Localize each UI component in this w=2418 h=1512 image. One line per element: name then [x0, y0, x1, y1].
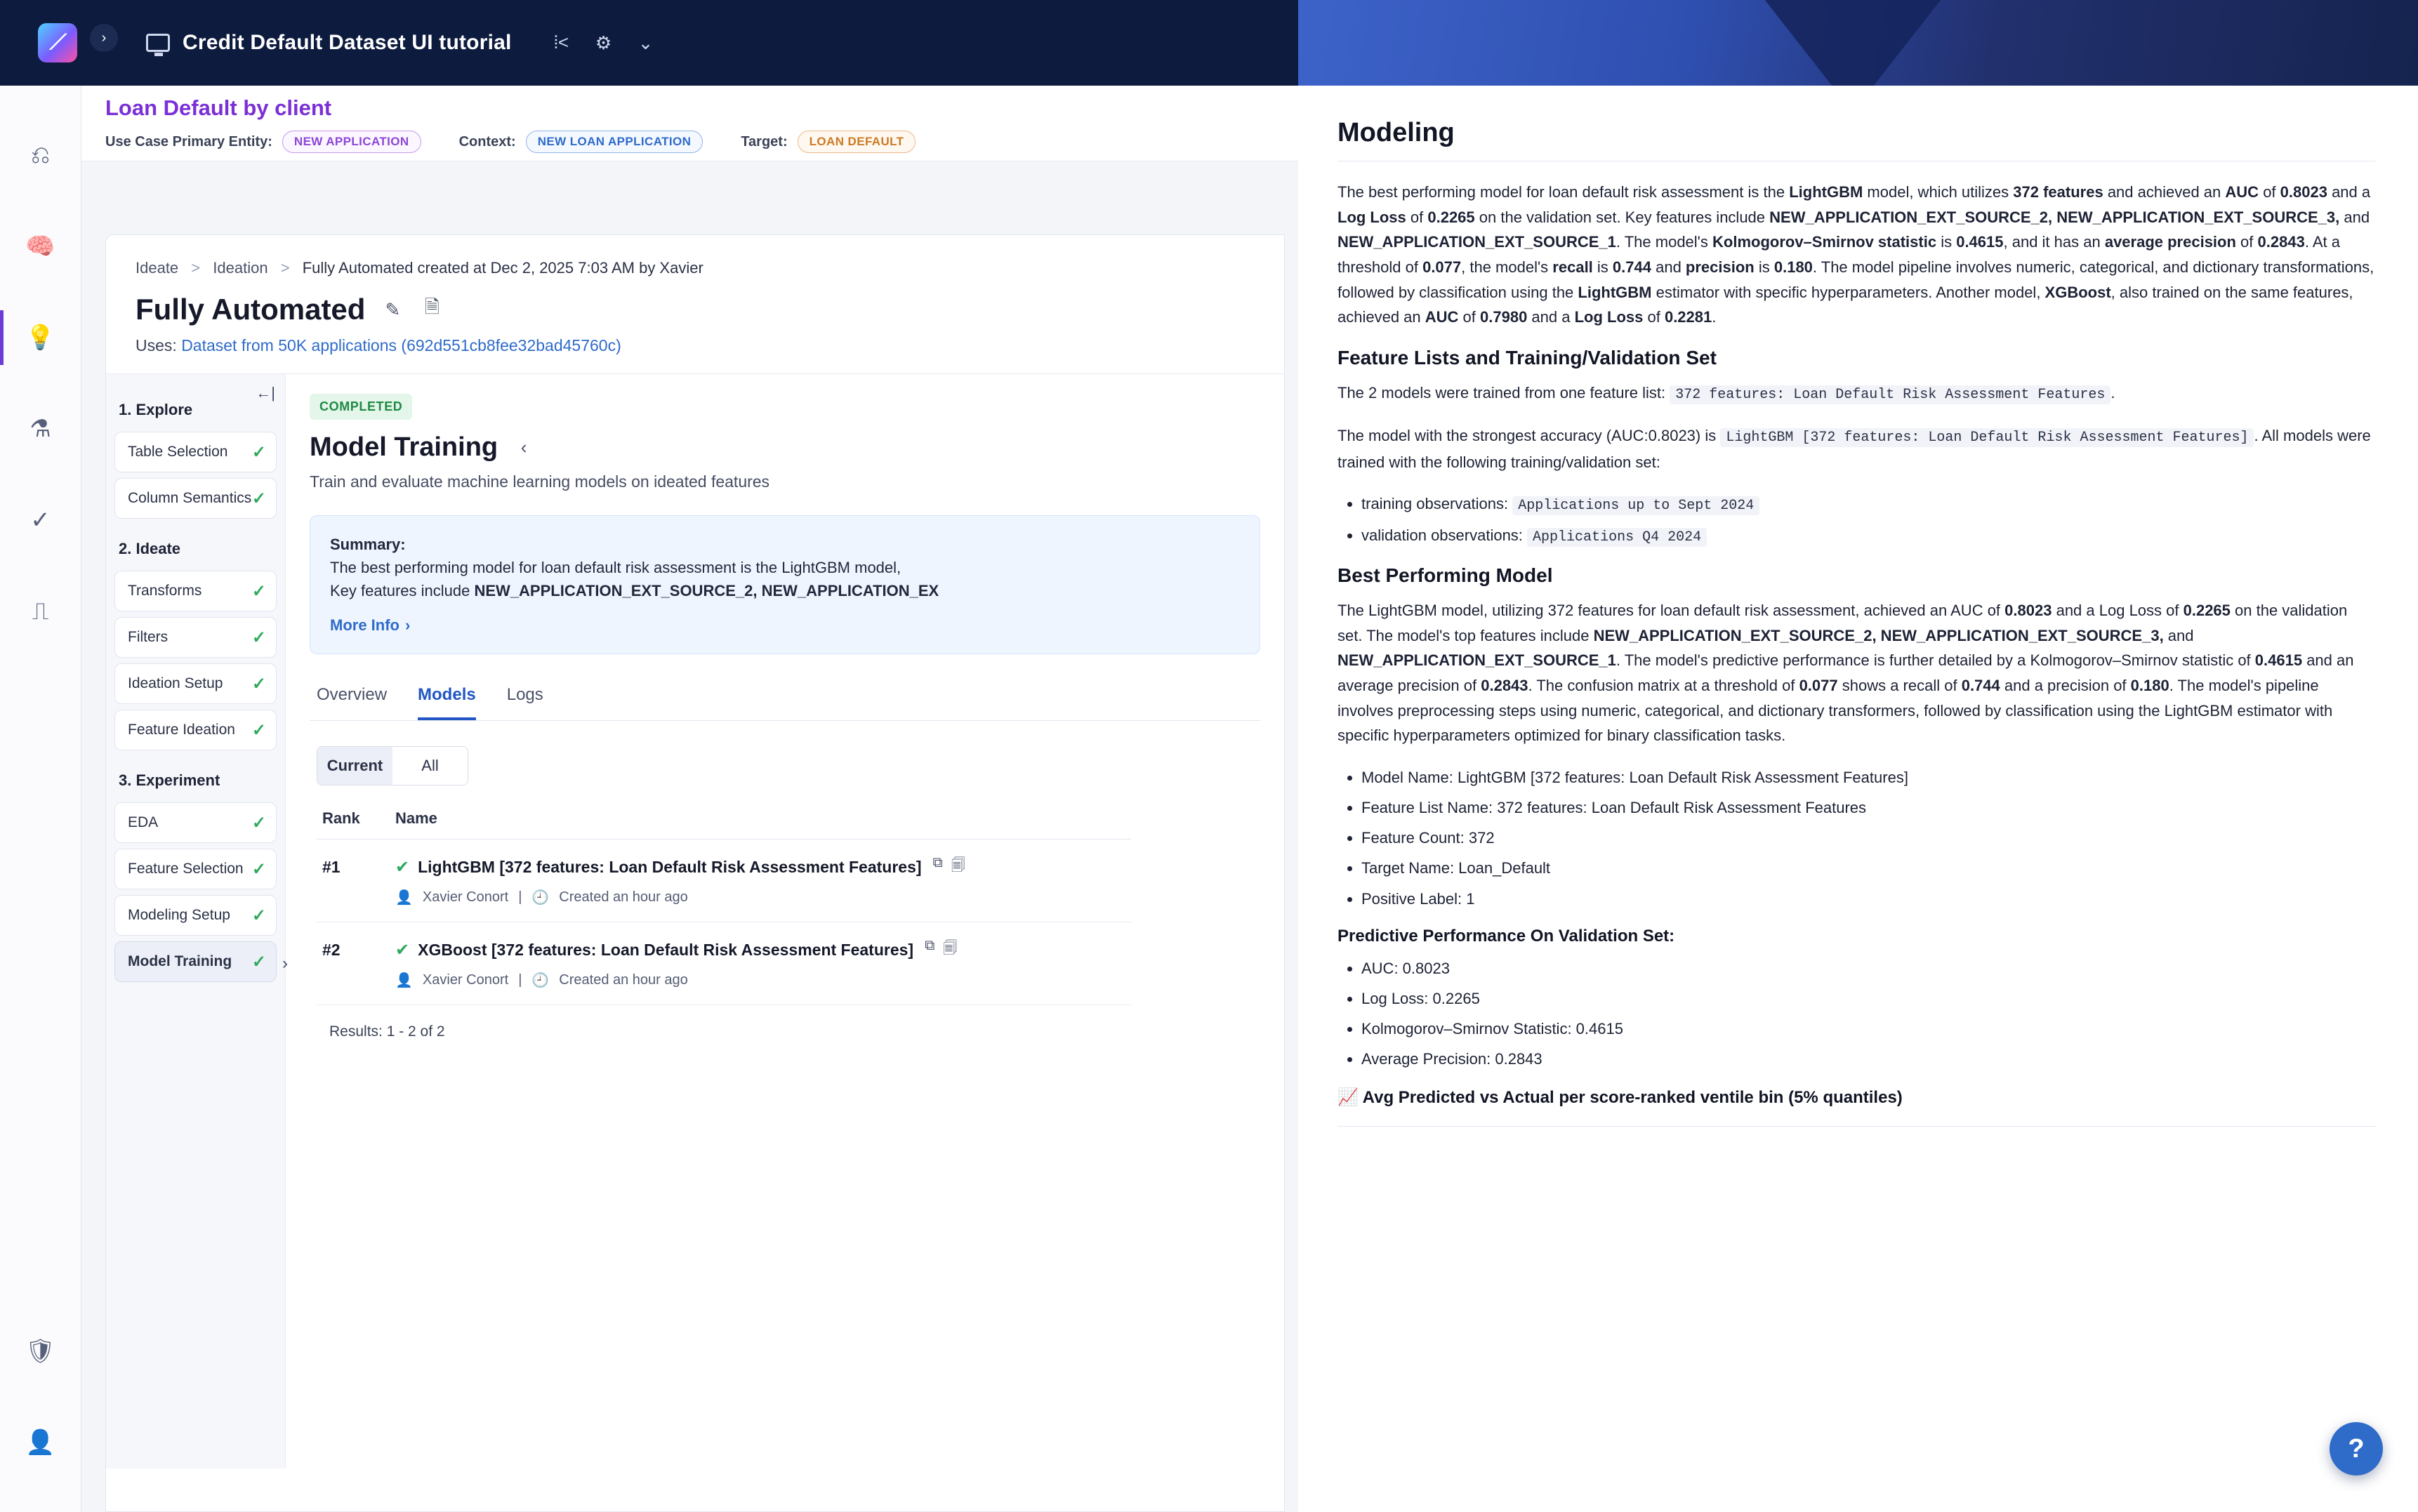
sidebar-expand-button[interactable]: › [88, 22, 119, 53]
stage-item-label: Table Selection [128, 444, 228, 460]
summary-line-2 [330, 579, 1240, 602]
column-header-rank: Rank [322, 809, 360, 827]
t: NEW_APPLICATION_EXT_SOURCE_1 [1337, 233, 1616, 251]
tab-logs[interactable]: Logs [506, 685, 543, 704]
rail-item-security-icon[interactable]: 🛡 [25, 1338, 56, 1365]
t: . All models were trained with the following training/validation set: [1337, 427, 2371, 471]
copy-config-icon[interactable]: 🗎 [425, 296, 440, 317]
check-icon: ✓ [251, 581, 266, 601]
check-icon: ✓ [251, 720, 266, 740]
t: of [1458, 308, 1481, 326]
t: of [2259, 183, 2280, 201]
chevron-right-icon[interactable]: › [282, 954, 288, 973]
tab-overview[interactable]: Overview [317, 685, 388, 704]
t: The model with the strongest accuracy (AUC:0.8023) is [1337, 427, 1721, 445]
segment-all[interactable]: All [392, 747, 468, 785]
stage-group-label-explore: 1. Explore [119, 401, 193, 418]
stage-item-label: Filters [128, 629, 169, 645]
check-icon: ✓ [251, 906, 266, 925]
t: AUC [1425, 308, 1459, 326]
t: and a [2327, 183, 2371, 201]
stage-item-label: Model Training [128, 953, 232, 969]
stage-detail [286, 374, 1284, 1468]
check-icon: ✓ [251, 674, 266, 694]
best-model-code: LightGBM [372 features: Loan Default Risk Assessment Features] [1720, 428, 2254, 447]
doc-title: Modeling [1337, 118, 1455, 147]
model-author: Xavier Conort [422, 889, 509, 905]
t: . The confusion matrix at a threshold of [1528, 677, 1799, 695]
row-action-icons [933, 855, 965, 879]
uses-label: Uses: [136, 336, 177, 354]
success-icon: ✔ [395, 857, 410, 877]
doc-intro-paragraph [1337, 180, 2376, 330]
page-meta-row [105, 131, 1298, 153]
list-item: • Kolmogorov–Smirnov Statistic: 0.4615 [1361, 1016, 2376, 1041]
t: LightGBM [1789, 183, 1863, 201]
top-bar-decoration [1298, 0, 2418, 86]
t: . [2110, 383, 2115, 402]
model-name-link[interactable]: XGBoost [372 features: Loan Default Risk Assessment Features] [418, 940, 914, 959]
stage-tabs [310, 685, 1260, 721]
check-icon: ✓ [251, 952, 266, 971]
t: recall [1552, 258, 1593, 276]
t: and an average precision of [1337, 651, 2354, 695]
t: 0.8023 [2004, 602, 2052, 620]
t: AUC [2225, 183, 2259, 201]
t: validation observations: [1361, 526, 1523, 545]
t: is [1936, 233, 1957, 251]
model-created: Created an hour ago [559, 889, 688, 905]
t: on the validation set. Key features include [1474, 208, 1770, 226]
dataset-link[interactable]: Dataset from 50K applications (692d551cb8fee32bad45760c) [181, 336, 621, 354]
list-item: • Log Loss: 0.2265 [1361, 986, 2376, 1011]
t: 0.8023 [2280, 183, 2327, 201]
t: . The model's [1616, 233, 1712, 251]
left-nav-rail [0, 86, 81, 1512]
help-button[interactable]: ? [2330, 1422, 2383, 1475]
doc-section-best-model-heading: Best Performing Model [1337, 564, 1553, 587]
models-table [317, 809, 1131, 1059]
t: XGBoost [2044, 283, 2111, 301]
t: , and it has an [2003, 233, 2105, 251]
list-item: • AUC: 0.8023 [1361, 956, 2376, 981]
chevron-left-icon[interactable]: ‹ [520, 437, 527, 458]
breadcrumb-item-ideate[interactable]: Ideate [136, 259, 179, 277]
rail-item-connect-icon[interactable]: ⎌ [30, 141, 51, 168]
stage-group-label-ideate: 2. Ideate [119, 540, 181, 557]
check-icon: ✓ [251, 489, 266, 508]
stage-item-eda[interactable] [114, 802, 277, 843]
t: Log Loss [1337, 208, 1406, 226]
list-item: • Feature Count: 372 [1361, 825, 2376, 850]
page-title: Loan Default by client [105, 95, 332, 120]
list-item: • Target Name: Loan_Default [1361, 856, 2376, 880]
t: The 2 models were trained from one feature list: [1337, 383, 1670, 402]
t: 372 features [2013, 183, 2103, 201]
stage-item-feature-selection[interactable] [114, 849, 277, 889]
gear-icon[interactable]: ⚙ [595, 32, 612, 53]
chart-caption-text: Avg Predicted vs Actual per score-ranked ventile bin (5% quantiles) [1362, 1087, 1903, 1107]
table-row-main [322, 938, 1125, 962]
topbar-icon-group [550, 31, 658, 55]
t: LightGBM [1578, 283, 1652, 301]
target-chip[interactable]: LOAN DEFAULT [798, 131, 916, 153]
status-badge: COMPLETED [310, 394, 412, 420]
stage-item-model-training[interactable] [114, 941, 277, 982]
summary-line-1: The best performing model for loan default risk assessment is the LightGBM model, [330, 559, 901, 576]
breadcrumb [106, 235, 1284, 277]
t: Kolmogorov–Smirnov statistic [1712, 233, 1937, 251]
doc-best-model-paragraph [1337, 598, 2376, 748]
model-card-icon[interactable]: 🗐 [943, 941, 958, 956]
target-label: Target: [741, 133, 788, 150]
summary-label: Summary: [330, 536, 406, 553]
experiment-title: Fully Automated [136, 293, 366, 326]
stage-split [106, 373, 1284, 1468]
edit-icon[interactable]: ✎ [385, 298, 401, 320]
model-filter-segmented [317, 746, 468, 785]
check-icon: ✓ [251, 859, 266, 879]
doc-performance-bullets [1337, 956, 2376, 1072]
t: 0.2843 [2257, 233, 2305, 251]
check-icon: ✓ [251, 813, 266, 833]
t: and [2339, 208, 2370, 226]
t: 0.077 [1799, 677, 1838, 695]
t: estimator with specific hyperparameters. Another model, [1651, 283, 2045, 301]
t: 0.2843 [1481, 677, 1528, 695]
list-item: • Average Precision: 0.2843 [1361, 1047, 2376, 1071]
feature-list-code: 372 features: Loan Default Risk Assessment Features [1670, 385, 2110, 404]
table-row-main [322, 855, 1125, 879]
meta-divider: | [518, 972, 522, 988]
context-label: Context: [458, 133, 516, 150]
t: and achieved an [2103, 183, 2226, 201]
share-icon[interactable]: ⦙< [554, 32, 569, 53]
more-info-link[interactable] [330, 614, 1240, 637]
check-icon: ✓ [251, 628, 266, 647]
dataset-uses-row [106, 326, 1284, 355]
success-icon: ✔ [395, 940, 410, 960]
t: 0.744 [1612, 258, 1651, 276]
summary-line-2-features: NEW_APPLICATION_EXT_SOURCE_2, NEW_APPLICATION_EX [474, 582, 939, 599]
stage-item-label: Modeling Setup [128, 907, 230, 923]
summary-line-2-prefix: Key features include [330, 582, 475, 599]
t: average precision [2104, 233, 2236, 251]
doc-section-feature-lists-heading: Feature Lists and Training/Validation Set [1337, 346, 1717, 369]
column-header-name: Name [395, 809, 437, 827]
t: 0.2265 [1427, 208, 1475, 226]
stage-item-label: Ideation Setup [128, 675, 223, 691]
copy-icon[interactable]: ⧉ [925, 938, 935, 953]
t: . The model's pipeline involves preprocessing steps using numeric, categorical, and dictionary transformers, followed by classification using the LightGBM estimator with specific hyperparameters optimized for binary classification tasks. [1337, 677, 2333, 745]
monitor-icon [146, 34, 170, 52]
clock-icon: 🕘 [531, 890, 550, 906]
t: and a [1527, 308, 1575, 326]
author-icon: 👤 [395, 973, 413, 988]
model-created: Created an hour ago [559, 972, 688, 988]
rail-item-user-search-icon[interactable]: 👤 [25, 1429, 55, 1456]
t: , also trained on the same features, achieved an [1337, 283, 2353, 326]
t: and a precision of [2000, 677, 2131, 695]
stage-item-table-selection[interactable] [114, 432, 277, 472]
t: . The model's predictive performance is further detailed by a Kolmogorov–Smirnov statistic of [1616, 651, 2255, 670]
top-bar [0, 0, 1298, 86]
stage-title-row [310, 432, 1260, 463]
validation-observations-code: Applications Q4 2024 [1527, 528, 1707, 547]
context-chip[interactable]: NEW LOAN APPLICATION [526, 131, 703, 153]
summary-callout [310, 515, 1260, 654]
chart-icon: 📈 [1337, 1087, 1359, 1107]
t: of [1643, 308, 1665, 326]
stage-item-ideation-setup[interactable] [114, 663, 277, 704]
t: and [1651, 258, 1686, 276]
breadcrumb-item-ideation[interactable]: Ideation [213, 259, 268, 277]
tab-models[interactable]: Models [418, 685, 476, 720]
list-item [1361, 491, 2376, 517]
stage-item-filters[interactable] [114, 617, 277, 658]
t: 0.7980 [1480, 308, 1528, 326]
t: 0.2281 [1664, 308, 1712, 326]
stage-row-wrap-model-training [106, 941, 288, 982]
t: model, which utilizes [1863, 183, 2014, 201]
t: NEW_APPLICATION_EXT_SOURCE_1 [1337, 651, 1616, 670]
table-header-row [317, 809, 1131, 840]
t: 0.180 [1773, 258, 1813, 276]
table-row[interactable] [317, 840, 1131, 922]
experiment-title-row [106, 277, 1284, 326]
t: 0.4615 [1956, 233, 2004, 251]
segment-current[interactable]: Current [317, 747, 392, 785]
list-item: • Feature List Name: 372 features: Loan Default Risk Assessment Features [1361, 795, 2376, 820]
t: The best performing model for loan default risk assessment is the [1337, 183, 1790, 201]
more-info-label: More Info [330, 616, 399, 634]
t: 0.180 [2130, 677, 2169, 695]
t: precision [1685, 258, 1755, 276]
doc-performance-heading: Predictive Performance On Validation Set: [1337, 926, 1675, 946]
workspace-title-group [146, 31, 658, 55]
list-item: • Positive Label: 1 [1361, 887, 2376, 911]
doc-strongest-model-paragraph [1337, 423, 2376, 475]
stage-item-modeling-setup[interactable] [114, 895, 277, 936]
t: and [2163, 626, 2194, 644]
doc-feature-list-paragraph [1337, 380, 2376, 406]
model-rank: #2 [322, 940, 341, 959]
t: NEW_APPLICATION_EXT_SOURCE_2, NEW_APPLICATION_EXT_SOURCE_3, [1593, 626, 2164, 644]
t: NEW_APPLICATION_EXT_SOURCE_2, NEW_APPLICATION_EXT_SOURCE_3, [1769, 208, 2340, 226]
collapse-stages-button[interactable]: ←| [256, 384, 275, 402]
t: 0.077 [1422, 258, 1462, 276]
experiment-panel [105, 234, 1285, 1512]
stage-item-feature-ideation[interactable] [114, 710, 277, 750]
t: is [1754, 258, 1774, 276]
stage-item-label: Column Semantics [128, 490, 252, 506]
author-icon: 👤 [395, 890, 413, 906]
meta-divider: | [518, 889, 522, 905]
t: . At a threshold of [1337, 233, 2340, 276]
doc-footer-divider [1337, 1126, 2376, 1127]
doc-chart-caption [1337, 1087, 2376, 1108]
rail-item-monitor-icon[interactable]: ⎍ [32, 597, 49, 625]
stage-item-label: EDA [128, 814, 159, 830]
t: 0.4615 [2254, 651, 2303, 670]
table-row-meta [322, 971, 1125, 989]
t: on the validation set. The model's top features include [1337, 602, 2348, 644]
breadcrumb-separator-2: > [280, 259, 290, 277]
stage-group-label-experiment: 3. Experiment [119, 771, 220, 789]
row-action-icons [925, 938, 957, 962]
list-item [1361, 523, 2376, 549]
model-name-link[interactable]: LightGBM [372 features: Loan Default Risk Assessment Features] [418, 857, 922, 876]
t: . The model pipeline involves numeric, categorical, and dictionary transformations, followed by classification using the [1337, 258, 2374, 301]
table-row[interactable] [317, 922, 1131, 1005]
stage-item-column-semantics[interactable] [114, 478, 277, 519]
rail-item-validate-icon[interactable]: ✓ [30, 507, 51, 533]
breadcrumb-separator-1: > [191, 259, 201, 277]
modeling-document-panel [1298, 86, 2418, 1512]
list-item: • Model Name: LightGBM [372 features: Loan Default Risk Assessment Features] [1361, 765, 2376, 790]
t: The LightGBM model, utilizing 372 features for loan default risk assessment, achieved an AUC of [1337, 602, 2005, 620]
chevron-right-icon: › [405, 616, 411, 634]
t: training observations: [1361, 495, 1509, 513]
model-author: Xavier Conort [422, 972, 509, 988]
breadcrumb-item-current: Fully Automated created at Dec 2, 2025 7:03 AM by Xavier [302, 259, 703, 277]
t: 0.744 [1961, 677, 2000, 695]
model-rank: #1 [322, 857, 341, 876]
clock-icon: 🕘 [531, 973, 550, 988]
stage-item-transforms[interactable] [114, 571, 277, 611]
check-icon: ✓ [251, 442, 266, 462]
model-card-icon[interactable]: 🗐 [951, 858, 965, 873]
stage-item-label: Feature Ideation [128, 722, 235, 738]
t: and a Log Loss of [2052, 602, 2184, 620]
t: of [2235, 233, 2258, 251]
doc-model-facts-bullets [1337, 765, 2376, 911]
t: is [1592, 258, 1613, 276]
stage-list [106, 374, 286, 1468]
t: of [1406, 208, 1428, 226]
results-count: Results: 1 - 2 of 2 [329, 1023, 445, 1040]
stage-subtitle: Train and evaluate machine learning models on ideated features [310, 472, 770, 491]
doc-dataset-bullets [1337, 491, 2376, 549]
brand-area [0, 0, 107, 86]
rail-item-ideate-icon[interactable]: 💡 [0, 310, 81, 365]
stage-item-label: Transforms [128, 583, 202, 599]
copy-icon[interactable]: ⧉ [932, 855, 943, 870]
t: 0.2265 [2183, 602, 2231, 620]
t: . [1712, 308, 1717, 326]
chevron-down-icon[interactable]: ⌄ [637, 32, 654, 53]
app-logo-icon: ⟋ [38, 23, 77, 62]
stage-title: Model Training [310, 432, 498, 462]
t: Log Loss [1574, 308, 1644, 326]
table-row-meta [322, 889, 1125, 906]
workspace-title: Credit Default Dataset UI tutorial [183, 31, 512, 54]
t: shows a recall of [1837, 677, 1962, 695]
page-header [81, 86, 1298, 161]
rail-item-experiment-icon[interactable]: ⚗ [29, 416, 51, 442]
training-observations-code: Applications up to Sept 2024 [1512, 496, 1759, 515]
rail-item-brain-icon[interactable]: 🧠 [25, 233, 55, 260]
primary-entity-label: Use Case Primary Entity: [105, 133, 272, 150]
t: , the model's [1461, 258, 1553, 276]
primary-entity-chip[interactable]: NEW APPLICATION [282, 131, 421, 153]
stage-item-label: Feature Selection [128, 861, 244, 877]
